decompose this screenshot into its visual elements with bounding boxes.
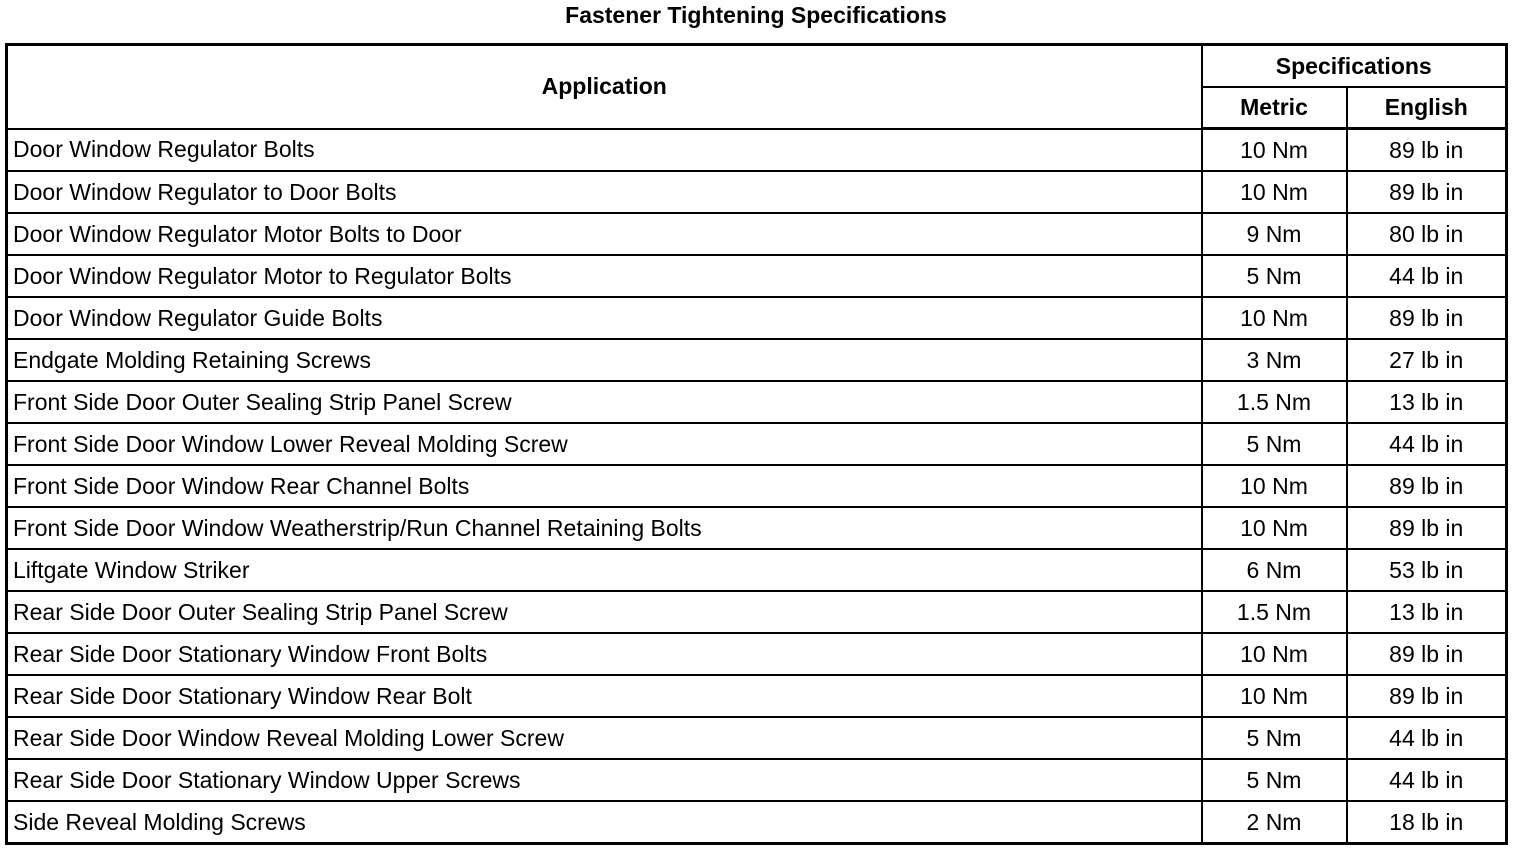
- table-body: [7, 129, 1507, 844]
- table-row: [7, 507, 1507, 549]
- table-row: [7, 255, 1507, 297]
- column-group-header-specifications: Specifications: [1202, 45, 1507, 88]
- application-cell: Rear Side Door Window Reveal Molding Lower Screw: [7, 717, 1202, 759]
- application-cell: Rear Side Door Stationary Window Upper Screws: [7, 759, 1202, 801]
- english-value-cell: 44 lb in: [1347, 423, 1507, 465]
- table-header: [7, 45, 1507, 129]
- application-cell: Liftgate Window Striker: [7, 549, 1202, 591]
- metric-value-cell: 5 Nm: [1202, 255, 1347, 297]
- application-cell: Rear Side Door Outer Sealing Strip Panel Screw: [7, 591, 1202, 633]
- english-value-cell: 89 lb in: [1347, 129, 1507, 172]
- table-row: [7, 339, 1507, 381]
- metric-value-cell: 10 Nm: [1202, 129, 1347, 172]
- table-row: [7, 633, 1507, 675]
- english-value-cell: 80 lb in: [1347, 213, 1507, 255]
- application-cell: Door Window Regulator Bolts: [7, 129, 1202, 172]
- page-title: Fastener Tightening Specifications: [565, 2, 947, 28]
- english-value-cell: 89 lb in: [1347, 633, 1507, 675]
- metric-value-cell: 1.5 Nm: [1202, 381, 1347, 423]
- metric-value-cell: 10 Nm: [1202, 507, 1347, 549]
- table-row: [7, 801, 1507, 844]
- metric-value-cell: 5 Nm: [1202, 423, 1347, 465]
- metric-value-cell: 10 Nm: [1202, 171, 1347, 213]
- application-cell: Door Window Regulator Motor to Regulator Bolts: [7, 255, 1202, 297]
- metric-value-cell: 3 Nm: [1202, 339, 1347, 381]
- english-value-cell: 89 lb in: [1347, 171, 1507, 213]
- application-cell: Side Reveal Molding Screws: [7, 801, 1202, 844]
- metric-value-cell: 10 Nm: [1202, 633, 1347, 675]
- application-cell: Rear Side Door Stationary Window Rear Bolt: [7, 675, 1202, 717]
- application-cell: Door Window Regulator Motor Bolts to Door: [7, 213, 1202, 255]
- application-cell: Door Window Regulator Guide Bolts: [7, 297, 1202, 339]
- english-value-cell: 89 lb in: [1347, 675, 1507, 717]
- english-value-cell: 89 lb in: [1347, 465, 1507, 507]
- specifications-table: [5, 43, 1508, 845]
- table-row: [7, 297, 1507, 339]
- column-header-application: Application: [7, 45, 1202, 129]
- metric-value-cell: 9 Nm: [1202, 213, 1347, 255]
- metric-value-cell: 10 Nm: [1202, 675, 1347, 717]
- metric-value-cell: 1.5 Nm: [1202, 591, 1347, 633]
- table-row: [7, 129, 1507, 172]
- application-cell: Front Side Door Window Weatherstrip/Run Channel Retaining Bolts: [7, 507, 1202, 549]
- english-value-cell: 44 lb in: [1347, 759, 1507, 801]
- english-value-cell: 27 lb in: [1347, 339, 1507, 381]
- table-row: [7, 465, 1507, 507]
- english-value-cell: 44 lb in: [1347, 255, 1507, 297]
- application-cell: Door Window Regulator to Door Bolts: [7, 171, 1202, 213]
- table-row: [7, 717, 1507, 759]
- metric-value-cell: 10 Nm: [1202, 465, 1347, 507]
- metric-value-cell: 6 Nm: [1202, 549, 1347, 591]
- english-value-cell: 53 lb in: [1347, 549, 1507, 591]
- english-value-cell: 44 lb in: [1347, 717, 1507, 759]
- application-cell: Front Side Door Window Rear Channel Bolts: [7, 465, 1202, 507]
- english-value-cell: 89 lb in: [1347, 297, 1507, 339]
- table-row: [7, 171, 1507, 213]
- application-cell: Front Side Door Outer Sealing Strip Panel Screw: [7, 381, 1202, 423]
- table-row: [7, 213, 1507, 255]
- english-value-cell: 13 lb in: [1347, 591, 1507, 633]
- table-row: [7, 549, 1507, 591]
- metric-value-cell: 5 Nm: [1202, 717, 1347, 759]
- column-header-metric: Metric: [1202, 87, 1347, 129]
- metric-value-cell: 10 Nm: [1202, 297, 1347, 339]
- english-value-cell: 18 lb in: [1347, 801, 1507, 844]
- table-row: [7, 381, 1507, 423]
- column-header-english: English: [1347, 87, 1507, 129]
- metric-value-cell: 5 Nm: [1202, 759, 1347, 801]
- english-value-cell: 89 lb in: [1347, 507, 1507, 549]
- table-row: [7, 759, 1507, 801]
- english-value-cell: 13 lb in: [1347, 381, 1507, 423]
- table-row: [7, 591, 1507, 633]
- metric-value-cell: 2 Nm: [1202, 801, 1347, 844]
- application-cell: Front Side Door Window Lower Reveal Molding Screw: [7, 423, 1202, 465]
- application-cell: Endgate Molding Retaining Screws: [7, 339, 1202, 381]
- table-row: [7, 423, 1507, 465]
- table-row: [7, 675, 1507, 717]
- application-cell: Rear Side Door Stationary Window Front Bolts: [7, 633, 1202, 675]
